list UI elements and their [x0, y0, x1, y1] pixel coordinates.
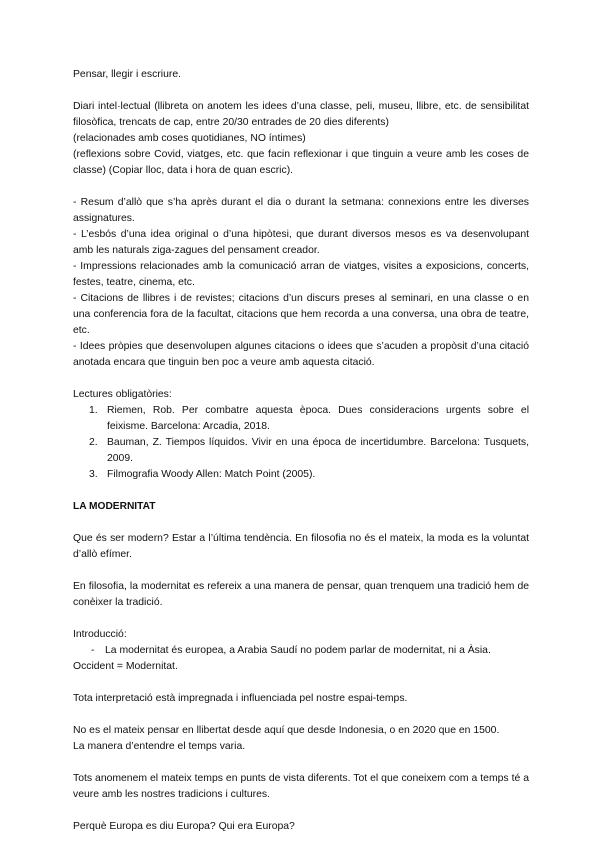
interpretacio-paragraph: Tota interpretació està impregnada i influenciada pel nostre espai-temps.: [73, 693, 408, 704]
bullet-esbos: - L’esbós d’una idea original o d’una hipòtesi, que durant diversos mesos es va desenvolupant amb les naturals ziga-zagues del pensament creador.: [73, 229, 529, 256]
diari-reflexions: (reflexions sobre Covid, viatges, etc. que facin reflexionar i que tinguin a veure amb les coses de classe) (Copiar lloc, data i hora de quan escric).: [73, 149, 529, 176]
list-item: [73, 403, 529, 435]
lectures-list: [73, 403, 529, 483]
dash-marker: -: [91, 645, 95, 656]
lectures-title: Lectures obligatòries:: [73, 389, 172, 400]
list-item: [73, 435, 529, 467]
diari-relacionades: (relacionades amb coses quotidianes, NO íntimes): [73, 133, 306, 144]
section-heading: LA MODERNITAT: [73, 501, 156, 512]
temps-line: La manera d’entendre el temps varia.: [73, 741, 246, 752]
list-item-text: Riemen, Rob. Per combatre aquesta època. Dues consideracions urgents sobre el feixisme. Barcelona: Arcadia, 2018.: [107, 405, 529, 432]
list-number: 1.: [89, 405, 98, 416]
llibertat-line: No es el mateix pensar en llibertat desde aquí que desde Indonesia, o en 2020 que en 1500.: [73, 725, 500, 736]
list-item: [73, 643, 529, 659]
introduccio-title: Introducció:: [73, 629, 127, 640]
occident-line: Occident = Modernitat.: [73, 661, 178, 672]
list-item-text: Filmografia Woody Allen: Match Point (2005).: [107, 469, 316, 480]
diari-paragraph: Diari intel·lectual (llibreta on anotem les idees d’una classe, peli, museu, llibre, etc. de sensibilitat filosòfica, trencats de cap, entre 20/30 entrades de 20 dies diferents): [73, 101, 529, 128]
tradicions-paragraph: Tots anomenem el mateix temps en punts de vista diferents. Tot el que coneixem com a temps té a veure amb les nostres tradicions i cultures.: [73, 773, 529, 800]
document-page: [73, 67, 529, 835]
bullet-impressions: - Impressions relacionades amb la comunicació arran de viatges, visites a exposicions, concerts, festes, teatre, cinema, etc.: [73, 261, 529, 288]
list-item: [73, 467, 529, 483]
filosofia-paragraph: En filosofia, la modernitat es refereix a una manera de pensar, quan trenquem una tradició hem de conèixer la tradició.: [73, 581, 529, 608]
list-item-text: La modernitat és europea, a Arabia Saudí no podem parlar de modernitat, ni a Àsia.: [105, 645, 491, 656]
list-number: 3.: [89, 469, 98, 480]
europa-question: Perquè Europa es diu Europa? Qui era Europa?: [73, 821, 295, 832]
list-item-text: Bauman, Z. Tiempos líquidos. Vivir en una época de incertidumbre. Barcelona: Tusquets, 2009.: [107, 437, 529, 464]
bullet-citacions: - Citacions de llibres i de revistes; citacions d’un discurs preses al seminari, en una classe o en una conferencia fora de la facultat, citacions que hem recorda a una conversa, una obra de teatre, etc.: [73, 293, 529, 336]
bullet-idees: - Idees pròpies que desenvolupen algunes citacions o idees que s’acuden a propòsit d’una citació anotada encara que tinguin ben poc a veure amb aquesta citació.: [73, 341, 529, 368]
bullet-resum: - Resum d’allò que s’ha après durant el dia o durant la setmana: connexions entre les diverses assignatures.: [73, 197, 529, 224]
list-number: 2.: [89, 437, 98, 448]
modern-paragraph: Que és ser modern? Estar a l’última tendència. En filosofia no és el mateix, la moda es la voluntat d’allò efímer.: [73, 533, 529, 560]
intro-line: Pensar, llegir i escriure.: [73, 69, 181, 80]
